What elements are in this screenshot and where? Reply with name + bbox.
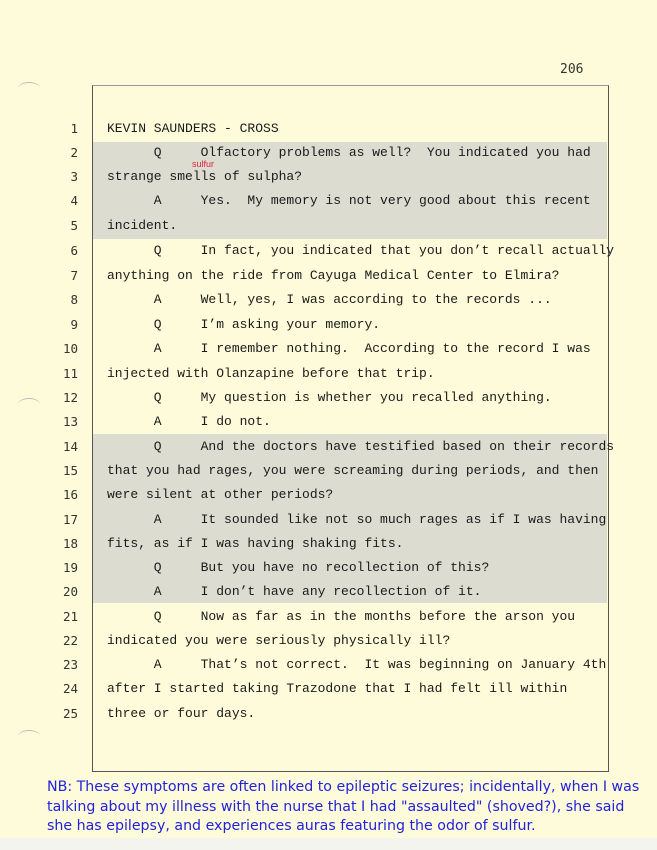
line-number: 14 xyxy=(62,439,78,454)
line-number: 10 xyxy=(62,341,78,356)
nb-note: NB: These symptoms are often linked to epileptic seizures; incidentally, when I was talking about my illness with the nurse that I had "assaulted" (shoved?), she said she has epilepsy, and experiences auras featuring the odor of sulfur. xyxy=(47,779,640,834)
line-number: 23 xyxy=(62,657,78,672)
line-number: 13 xyxy=(62,414,78,429)
bottom-strip xyxy=(0,838,657,850)
line-number: 20 xyxy=(62,584,78,599)
line-number: 16 xyxy=(62,487,78,502)
punch-hole-mark xyxy=(18,730,40,743)
punch-hole-mark xyxy=(18,82,40,95)
page-number: 206 xyxy=(560,62,584,77)
transcript-line: Q Now as far as in the months before the arson you xyxy=(107,609,576,624)
line-number: 11 xyxy=(62,366,78,381)
transcript-line: Q In fact, you indicated that you don’t recall actually xyxy=(107,243,615,258)
transcript-line: incident. xyxy=(107,218,178,233)
line-number: 3 xyxy=(70,169,78,184)
transcript-line: Q And the doctors have testified based on their records xyxy=(107,439,615,454)
line-number: 24 xyxy=(62,681,78,696)
transcript-line: three or four days. xyxy=(107,706,256,721)
transcript-line: Q I’m asking your memory. xyxy=(107,317,381,332)
transcript-line: that you had rages, you were screaming during periods, and then xyxy=(107,463,599,478)
transcript-line: KEVIN SAUNDERS - CROSS xyxy=(107,121,279,136)
transcript-line: A I remember nothing. According to the record I was xyxy=(107,341,591,356)
line-number: 25 xyxy=(62,706,78,721)
handwritten-annotation: sulfur xyxy=(192,159,215,169)
transcript-line: fits, as if I was having shaking fits. xyxy=(107,536,404,551)
line-number: 2 xyxy=(70,145,78,160)
line-number: 18 xyxy=(62,536,78,551)
transcript-line: strange smells of sulpha? xyxy=(107,169,303,184)
line-number: 8 xyxy=(70,292,78,307)
transcript-line: A Well, yes, I was according to the records ... xyxy=(107,292,552,307)
line-number: 15 xyxy=(62,463,78,478)
transcript-line: Q But you have no recollection of this? xyxy=(107,560,490,575)
punch-hole-mark xyxy=(18,398,40,411)
transcript-line: after I started taking Trazodone that I had felt ill within xyxy=(107,681,568,696)
transcript-line: Q My question is whether you recalled anything. xyxy=(107,390,552,405)
transcript-line: injected with Olanzapine before that trip. xyxy=(107,366,435,381)
line-number: 9 xyxy=(70,317,78,332)
transcript-line: indicated you were seriously physically ill? xyxy=(107,633,451,648)
line-number: 7 xyxy=(70,268,78,283)
transcript-line: A I do not. xyxy=(107,414,271,429)
line-number: 19 xyxy=(62,560,78,575)
line-number: 22 xyxy=(62,633,78,648)
transcript-line: A It sounded like not so much rages as if I was having xyxy=(107,512,607,527)
line-number: 12 xyxy=(62,390,78,405)
line-number: 1 xyxy=(70,121,78,136)
line-number: 21 xyxy=(62,609,78,624)
transcript-line: A I don’t have any recollection of it. xyxy=(107,584,482,599)
line-number: 4 xyxy=(70,193,78,208)
transcript-line: Q Olfactory problems as well? You indicated you had xyxy=(107,145,591,160)
line-number: 17 xyxy=(62,512,78,527)
transcript-line: A Yes. My memory is not very good about this recent xyxy=(107,193,591,208)
line-number: 5 xyxy=(70,218,78,233)
transcript-line: were silent at other periods? xyxy=(107,487,334,502)
line-number: 6 xyxy=(70,243,78,258)
transcript-line: A That’s not correct. It was beginning on January 4th xyxy=(107,657,607,672)
transcript-line: anything on the ride from Cayuga Medical Center to Elmira? xyxy=(107,268,560,283)
